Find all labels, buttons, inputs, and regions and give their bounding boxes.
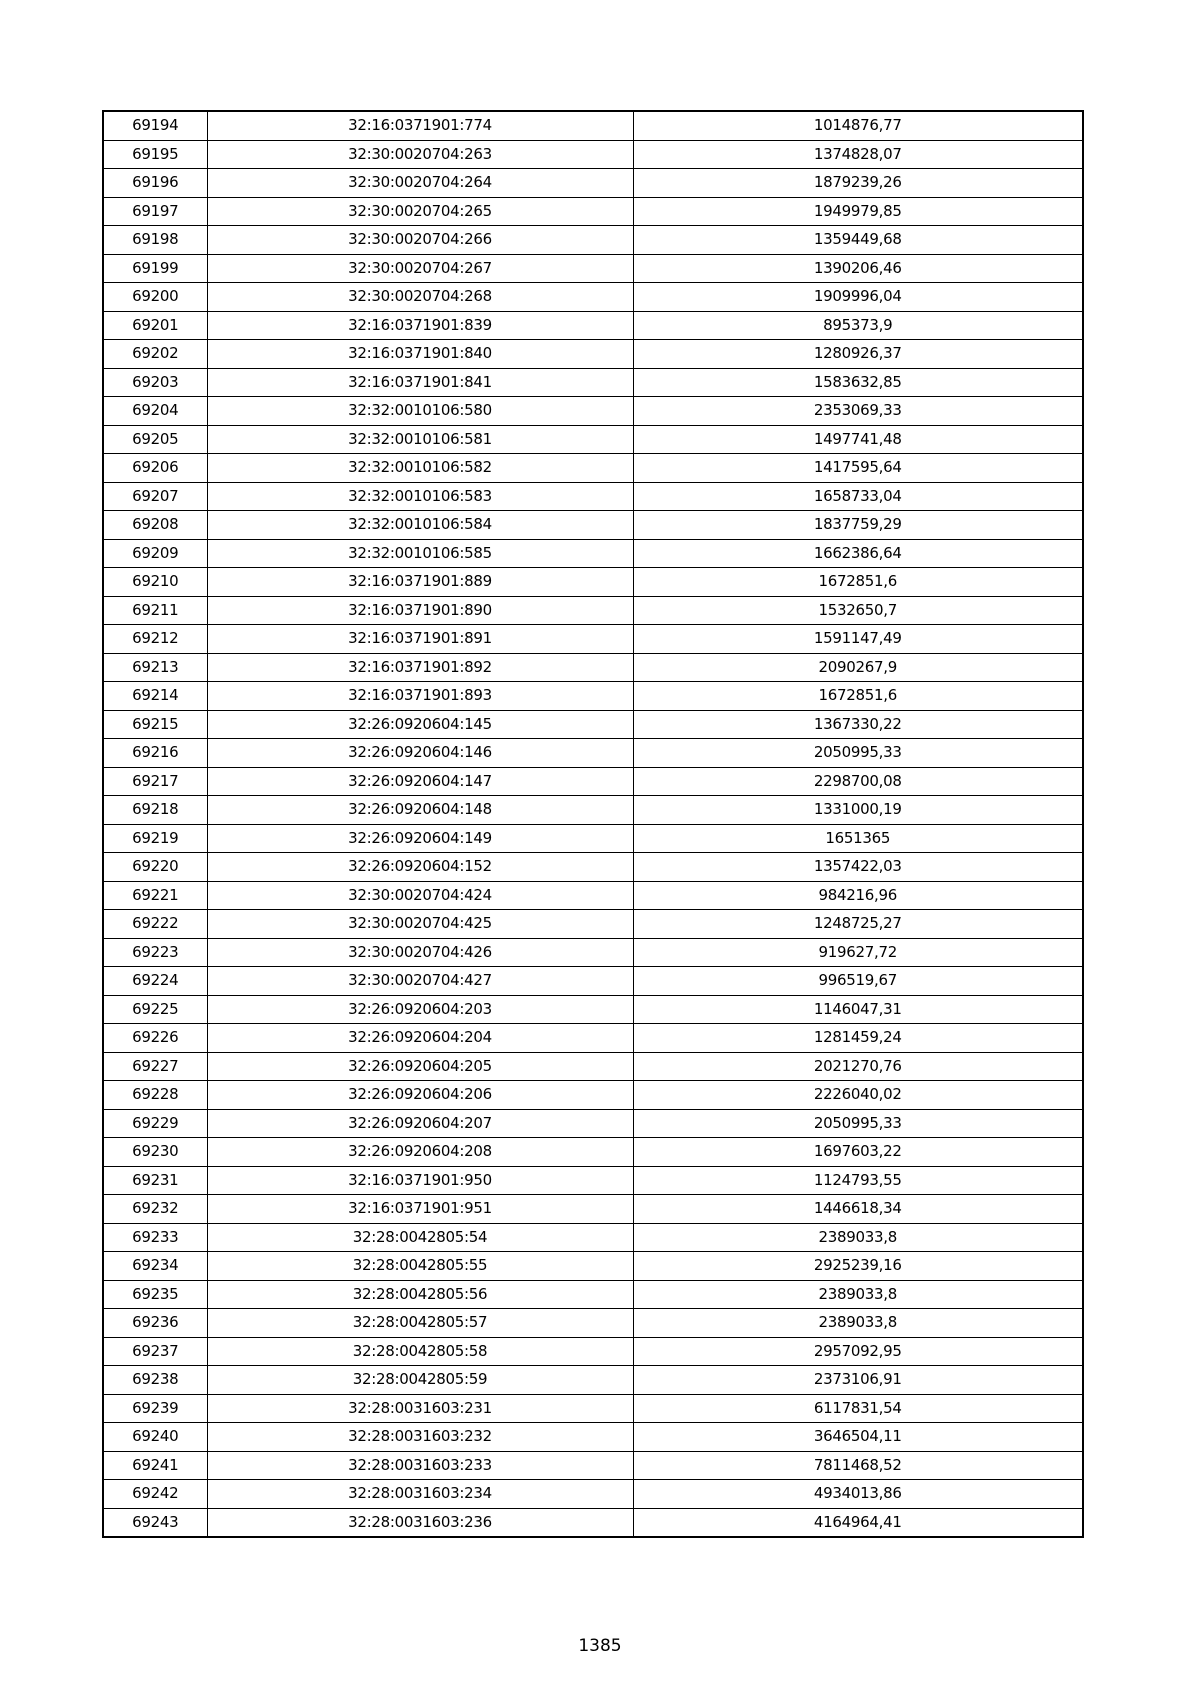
cadastral-number-cell: 32:28:0042805:54 (207, 1223, 633, 1252)
table-row (103, 111, 1083, 140)
cadastral-number-cell: 32:30:0020704:427 (207, 967, 633, 996)
cadastral-number-cell: 32:30:0020704:264 (207, 169, 633, 198)
table-row (103, 824, 1083, 853)
row-number-cell: 69235 (103, 1280, 207, 1309)
table-row (103, 1508, 1083, 1537)
row-number-cell: 69210 (103, 568, 207, 597)
cadastral-number-cell: 32:32:0010106:580 (207, 397, 633, 426)
cadastral-number-cell: 32:26:0920604:149 (207, 824, 633, 853)
row-number-cell: 69199 (103, 254, 207, 283)
value-cell: 1583632,85 (633, 368, 1083, 397)
value-cell: 1417595,64 (633, 454, 1083, 483)
table-row (103, 197, 1083, 226)
cadastral-number-cell: 32:26:0920604:204 (207, 1024, 633, 1053)
cadastral-number-cell: 32:32:0010106:581 (207, 425, 633, 454)
table-row (103, 710, 1083, 739)
table-row (103, 454, 1083, 483)
value-cell: 1672851,6 (633, 568, 1083, 597)
cadastral-number-cell: 32:16:0371901:951 (207, 1195, 633, 1224)
row-number-cell: 69205 (103, 425, 207, 454)
table-row (103, 425, 1083, 454)
value-cell: 1446618,34 (633, 1195, 1083, 1224)
row-number-cell: 69196 (103, 169, 207, 198)
table-row (103, 1024, 1083, 1053)
value-cell: 2389033,8 (633, 1223, 1083, 1252)
table-row (103, 1081, 1083, 1110)
row-number-cell: 69219 (103, 824, 207, 853)
table-row (103, 539, 1083, 568)
table-row (103, 1195, 1083, 1224)
value-cell: 3646504,11 (633, 1423, 1083, 1452)
table-row (103, 482, 1083, 511)
cadastral-number-cell: 32:30:0020704:426 (207, 938, 633, 967)
cadastral-number-cell: 32:26:0920604:203 (207, 995, 633, 1024)
cadastral-number-cell: 32:32:0010106:582 (207, 454, 633, 483)
table-row (103, 1423, 1083, 1452)
cadastral-number-cell: 32:28:0031603:236 (207, 1508, 633, 1537)
table-row (103, 568, 1083, 597)
row-number-cell: 69197 (103, 197, 207, 226)
value-cell: 1658733,04 (633, 482, 1083, 511)
cadastral-number-cell: 32:30:0020704:266 (207, 226, 633, 255)
row-number-cell: 69236 (103, 1309, 207, 1338)
row-number-cell: 69198 (103, 226, 207, 255)
cadastral-number-cell: 32:30:0020704:424 (207, 881, 633, 910)
value-cell: 1146047,31 (633, 995, 1083, 1024)
cadastral-number-cell: 32:28:0031603:232 (207, 1423, 633, 1452)
table-row (103, 340, 1083, 369)
row-number-cell: 69224 (103, 967, 207, 996)
cadastral-number-cell: 32:26:0920604:148 (207, 796, 633, 825)
cadastral-number-cell: 32:30:0020704:265 (207, 197, 633, 226)
table-row (103, 938, 1083, 967)
table-row (103, 881, 1083, 910)
value-cell: 2090267,9 (633, 653, 1083, 682)
value-cell: 2050995,33 (633, 739, 1083, 768)
value-cell: 1651365 (633, 824, 1083, 853)
value-cell: 1949979,85 (633, 197, 1083, 226)
value-cell: 1879239,26 (633, 169, 1083, 198)
row-number-cell: 69201 (103, 311, 207, 340)
value-cell: 895373,9 (633, 311, 1083, 340)
row-number-cell: 69214 (103, 682, 207, 711)
cadastral-number-cell: 32:28:0042805:56 (207, 1280, 633, 1309)
row-number-cell: 69202 (103, 340, 207, 369)
table-row (103, 1337, 1083, 1366)
row-number-cell: 69209 (103, 539, 207, 568)
row-number-cell: 69225 (103, 995, 207, 1024)
row-number-cell: 69215 (103, 710, 207, 739)
row-number-cell: 69240 (103, 1423, 207, 1452)
cadastral-number-cell: 32:28:0031603:234 (207, 1480, 633, 1509)
row-number-cell: 69195 (103, 140, 207, 169)
table-row (103, 767, 1083, 796)
cadastral-number-cell: 32:26:0920604:206 (207, 1081, 633, 1110)
value-cell: 1280926,37 (633, 340, 1083, 369)
cadastral-number-cell: 32:16:0371901:890 (207, 596, 633, 625)
table-row (103, 226, 1083, 255)
row-number-cell: 69217 (103, 767, 207, 796)
value-cell: 1281459,24 (633, 1024, 1083, 1053)
value-cell: 2389033,8 (633, 1309, 1083, 1338)
cadastral-number-cell: 32:16:0371901:841 (207, 368, 633, 397)
row-number-cell: 69207 (103, 482, 207, 511)
cadastral-number-cell: 32:26:0920604:147 (207, 767, 633, 796)
row-number-cell: 69231 (103, 1166, 207, 1195)
table-row (103, 1309, 1083, 1338)
table-row (103, 254, 1083, 283)
table-row (103, 596, 1083, 625)
row-number-cell: 69221 (103, 881, 207, 910)
row-number-cell: 69228 (103, 1081, 207, 1110)
cadastral-number-cell: 32:16:0371901:950 (207, 1166, 633, 1195)
value-cell: 1532650,7 (633, 596, 1083, 625)
cadastral-number-cell: 32:26:0920604:208 (207, 1138, 633, 1167)
row-number-cell: 69216 (103, 739, 207, 768)
value-cell: 1014876,77 (633, 111, 1083, 140)
row-number-cell: 69230 (103, 1138, 207, 1167)
table-row (103, 1138, 1083, 1167)
cadastral-number-cell: 32:32:0010106:583 (207, 482, 633, 511)
row-number-cell: 69227 (103, 1052, 207, 1081)
cadastral-number-cell: 32:16:0371901:839 (207, 311, 633, 340)
cadastral-number-cell: 32:16:0371901:892 (207, 653, 633, 682)
table-row (103, 739, 1083, 768)
value-cell: 7811468,52 (633, 1451, 1083, 1480)
table-row (103, 140, 1083, 169)
cadastral-number-cell: 32:28:0042805:59 (207, 1366, 633, 1395)
value-cell: 1497741,48 (633, 425, 1083, 454)
cadastral-number-cell: 32:28:0031603:231 (207, 1394, 633, 1423)
table-row (103, 368, 1083, 397)
value-cell: 1697603,22 (633, 1138, 1083, 1167)
value-cell: 2957092,95 (633, 1337, 1083, 1366)
value-cell: 1837759,29 (633, 511, 1083, 540)
cadastral-number-cell: 32:30:0020704:263 (207, 140, 633, 169)
value-cell: 2373106,91 (633, 1366, 1083, 1395)
value-cell: 4934013,86 (633, 1480, 1083, 1509)
table-row (103, 311, 1083, 340)
page-number: 1385 (578, 1636, 622, 1656)
cadastral-number-cell: 32:32:0010106:585 (207, 539, 633, 568)
value-cell: 2050995,33 (633, 1109, 1083, 1138)
row-number-cell: 69234 (103, 1252, 207, 1281)
value-cell: 2925239,16 (633, 1252, 1083, 1281)
value-cell: 1331000,19 (633, 796, 1083, 825)
value-cell: 4164964,41 (633, 1508, 1083, 1537)
row-number-cell: 69208 (103, 511, 207, 540)
value-cell: 919627,72 (633, 938, 1083, 967)
cadastral-number-cell: 32:28:0031603:233 (207, 1451, 633, 1480)
table-row (103, 1366, 1083, 1395)
value-cell: 1591147,49 (633, 625, 1083, 654)
row-number-cell: 69213 (103, 653, 207, 682)
row-number-cell: 69239 (103, 1394, 207, 1423)
table-row (103, 1223, 1083, 1252)
cadastral-number-cell: 32:30:0020704:268 (207, 283, 633, 312)
value-cell: 6117831,54 (633, 1394, 1083, 1423)
value-cell: 1359449,68 (633, 226, 1083, 255)
table-row (103, 853, 1083, 882)
cadastral-number-cell: 32:32:0010106:584 (207, 511, 633, 540)
table-row (103, 169, 1083, 198)
cadastral-number-cell: 32:28:0042805:55 (207, 1252, 633, 1281)
value-cell: 2298700,08 (633, 767, 1083, 796)
row-number-cell: 69232 (103, 1195, 207, 1224)
row-number-cell: 69243 (103, 1508, 207, 1537)
row-number-cell: 69200 (103, 283, 207, 312)
table-row (103, 397, 1083, 426)
row-number-cell: 69194 (103, 111, 207, 140)
value-cell: 1357422,03 (633, 853, 1083, 882)
row-number-cell: 69203 (103, 368, 207, 397)
row-number-cell: 69233 (103, 1223, 207, 1252)
table-row (103, 283, 1083, 312)
value-cell: 2021270,76 (633, 1052, 1083, 1081)
row-number-cell: 69222 (103, 910, 207, 939)
cadastral-number-cell: 32:16:0371901:891 (207, 625, 633, 654)
table-row (103, 967, 1083, 996)
registry-table (102, 110, 1084, 1538)
value-cell: 2226040,02 (633, 1081, 1083, 1110)
row-number-cell: 69204 (103, 397, 207, 426)
table-row (103, 1109, 1083, 1138)
row-number-cell: 69220 (103, 853, 207, 882)
cadastral-number-cell: 32:30:0020704:425 (207, 910, 633, 939)
cadastral-number-cell: 32:28:0042805:58 (207, 1337, 633, 1366)
value-cell: 1367330,22 (633, 710, 1083, 739)
value-cell: 1248725,27 (633, 910, 1083, 939)
table-row (103, 995, 1083, 1024)
cadastral-number-cell: 32:26:0920604:205 (207, 1052, 633, 1081)
value-cell: 1390206,46 (633, 254, 1083, 283)
cadastral-number-cell: 32:30:0020704:267 (207, 254, 633, 283)
table-row (103, 1480, 1083, 1509)
row-number-cell: 69238 (103, 1366, 207, 1395)
row-number-cell: 69218 (103, 796, 207, 825)
value-cell: 2353069,33 (633, 397, 1083, 426)
row-number-cell: 69211 (103, 596, 207, 625)
table-row (103, 910, 1083, 939)
row-number-cell: 69242 (103, 1480, 207, 1509)
table-row (103, 1451, 1083, 1480)
cadastral-number-cell: 32:16:0371901:893 (207, 682, 633, 711)
row-number-cell: 69206 (103, 454, 207, 483)
row-number-cell: 69226 (103, 1024, 207, 1053)
value-cell: 1672851,6 (633, 682, 1083, 711)
table-row (103, 682, 1083, 711)
value-cell: 1374828,07 (633, 140, 1083, 169)
value-cell: 2389033,8 (633, 1280, 1083, 1309)
table-row (103, 1166, 1083, 1195)
cadastral-number-cell: 32:26:0920604:207 (207, 1109, 633, 1138)
cadastral-number-cell: 32:16:0371901:840 (207, 340, 633, 369)
value-cell: 984216,96 (633, 881, 1083, 910)
row-number-cell: 69229 (103, 1109, 207, 1138)
row-number-cell: 69237 (103, 1337, 207, 1366)
value-cell: 996519,67 (633, 967, 1083, 996)
table-row (103, 653, 1083, 682)
cadastral-number-cell: 32:26:0920604:152 (207, 853, 633, 882)
value-cell: 1124793,55 (633, 1166, 1083, 1195)
value-cell: 1662386,64 (633, 539, 1083, 568)
table-row (103, 1280, 1083, 1309)
row-number-cell: 69241 (103, 1451, 207, 1480)
registry-table-body (103, 111, 1083, 1537)
cadastral-number-cell: 32:26:0920604:146 (207, 739, 633, 768)
cadastral-number-cell: 32:16:0371901:889 (207, 568, 633, 597)
row-number-cell: 69212 (103, 625, 207, 654)
table-row (103, 625, 1083, 654)
table-row (103, 1394, 1083, 1423)
table-row (103, 511, 1083, 540)
cadastral-number-cell: 32:26:0920604:145 (207, 710, 633, 739)
table-row (103, 1252, 1083, 1281)
value-cell: 1909996,04 (633, 283, 1083, 312)
row-number-cell: 69223 (103, 938, 207, 967)
cadastral-number-cell: 32:16:0371901:774 (207, 111, 633, 140)
table-row (103, 796, 1083, 825)
cadastral-number-cell: 32:28:0042805:57 (207, 1309, 633, 1338)
table-row (103, 1052, 1083, 1081)
